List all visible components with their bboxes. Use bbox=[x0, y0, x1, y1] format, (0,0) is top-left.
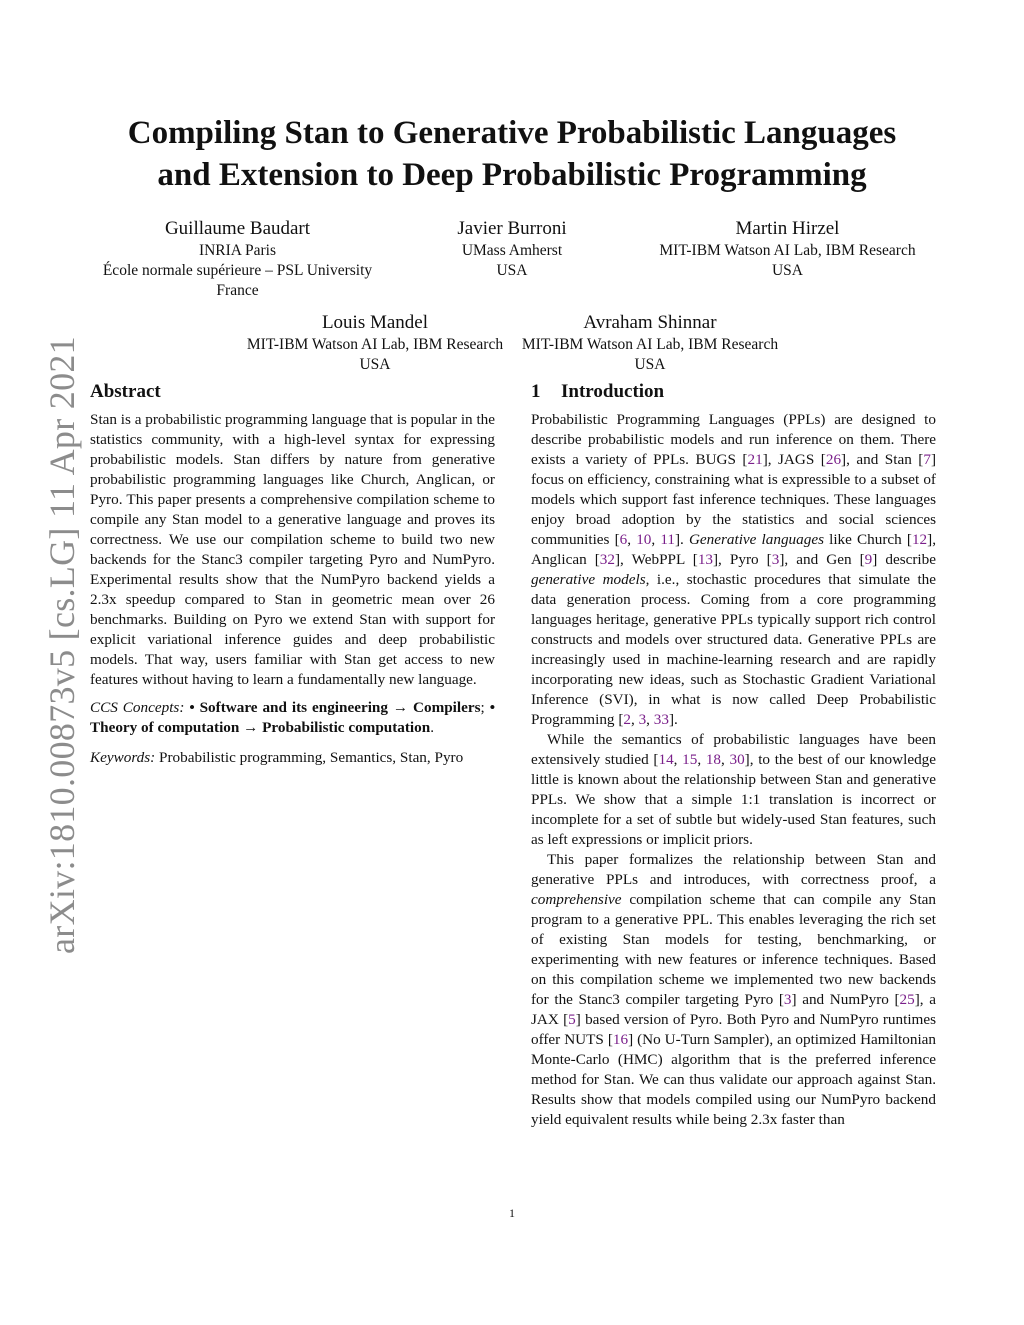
author-affiliation: France bbox=[216, 282, 259, 299]
citation-link[interactable]: 16 bbox=[612, 1031, 629, 1048]
paper-title bbox=[60, 112, 964, 196]
author-affiliation: INRIA Paris bbox=[198, 242, 277, 259]
author-affiliation: École normale supérieure – PSL University bbox=[102, 262, 373, 279]
citation-link[interactable]: 26 bbox=[825, 451, 842, 468]
citation-link[interactable]: 2 bbox=[623, 711, 631, 728]
citation-link[interactable]: 3 bbox=[638, 711, 647, 728]
citation-link[interactable]: 11 bbox=[660, 531, 675, 548]
author-block bbox=[225, 311, 525, 375]
citation-link[interactable]: 10 bbox=[636, 531, 652, 548]
author-affiliation: MIT-IBM Watson AI Lab, IBM Research bbox=[246, 336, 504, 353]
author-name: Guillaume Baudart bbox=[164, 218, 311, 239]
citation-link[interactable]: 33 bbox=[653, 711, 669, 728]
author-affiliation: MIT-IBM Watson AI Lab, IBM Research bbox=[659, 242, 916, 259]
citation-link[interactable]: 3 bbox=[771, 551, 780, 568]
author-affiliation: USA bbox=[359, 356, 391, 373]
author-name: Avraham Shinnar bbox=[583, 312, 717, 333]
abstract-heading: Abstract bbox=[90, 381, 161, 402]
ccs-label: CCS Concepts: bbox=[90, 699, 185, 716]
introduction-column bbox=[531, 380, 936, 1130]
keywords bbox=[90, 748, 495, 768]
arxiv-identifier-stamp: arXiv:1810.00873v5 [cs.LG] 11 Apr 2021 bbox=[42, 336, 82, 954]
keywords-text: Probabilistic programming, Semantics, Stan, Pyro bbox=[159, 749, 464, 766]
citation-link[interactable]: 14 bbox=[658, 751, 674, 768]
citation-link[interactable]: 32 bbox=[599, 551, 615, 568]
citation-link[interactable]: 30 bbox=[729, 751, 745, 768]
abstract-column bbox=[90, 380, 495, 768]
author-affiliation: MIT-IBM Watson AI Lab, IBM Research bbox=[521, 336, 779, 353]
author-block bbox=[402, 217, 622, 281]
author-block bbox=[640, 217, 935, 281]
author-affiliation: USA bbox=[496, 262, 528, 279]
title-line-2: and Extension to Deep Probabilistic Programming bbox=[157, 157, 867, 193]
citation-link[interactable]: 6 bbox=[619, 531, 628, 548]
intro-paragraph: Probabilistic Programming Languages (PPLs) are designed to describe probabilistic models and run inference on them. There exists a variety of PPLs. BUGS [21], JAGS [26], and Stan [7] focus on efficiency, constraining what is expressible to a subset of models which support fast inference techniques. These languages enjoy broad adoption by the statistics and social sciences communities [6, 10, 11]. Generative languages like Church [12], Anglican [32], WebPPL [13], Pyro [3], and Gen [9] describe generative models, i.e., stochastic procedures that simulate the data generation process. Coming from a core programming languages heritage, generative PPLs typically support rich control constructs and models over structured data. Generative PPLs are increasingly used in machine-learning research and are rapidly incorporating new ideas, such as Stochastic Gradient Variational Inference (SVI), in what is now called Deep Probabilistic Programming [2, 3, 33]. bbox=[531, 411, 937, 728]
author-block bbox=[520, 311, 780, 375]
author-affiliation: UMass Amherst bbox=[461, 242, 563, 259]
citation-link[interactable]: 13 bbox=[697, 551, 713, 568]
author-name: Martin Hirzel bbox=[735, 218, 840, 239]
author-name: Javier Burroni bbox=[457, 218, 567, 239]
citation-link[interactable]: 5 bbox=[568, 1011, 576, 1028]
ccs-concept: • Theory of computation → Probabilistic computation bbox=[90, 699, 496, 736]
citation-link[interactable]: 9 bbox=[864, 551, 873, 568]
citation-link[interactable]: 21 bbox=[747, 451, 763, 468]
intro-paragraph: This paper formalizes the relationship between Stan and generative PPLs and introduces, with correctness proof, a comprehensive compilation scheme that can compile any Stan program to a generative PPL. This enables leveraging the rich set of existing Stan models for testing, benchmarking, or experimenting with new features or inference techniques. Based on this compilation scheme we implemented two new backends for the Stanc3 compiler targeting Pyro [3] and NumPyro [25], a JAX [5] based version of Pyro. Both Pyro and NumPyro runtimes offer NUTS [16] (No U-Turn Sampler), an optimized Hamiltonian Monte-Carlo (HMC) algorithm that is the preferred inference method for Stan. We can thus validate our approach against Stan. Results show that models compiled using our NumPyro backend yield equivalent results while being 2.3x faster than bbox=[531, 851, 937, 1128]
citation-link[interactable]: 3 bbox=[783, 991, 792, 1008]
page-number: 1 bbox=[509, 1206, 515, 1220]
ccs-concepts: CCS Concepts: • Software and its engineering → Compilers; • Theory of computation → Probabilistic computation. bbox=[90, 699, 496, 736]
author-affiliation: USA bbox=[634, 356, 666, 373]
citation-link[interactable]: 12 bbox=[911, 531, 928, 548]
citation-link[interactable]: 25 bbox=[899, 991, 915, 1008]
keywords-label: Keywords: bbox=[90, 749, 156, 766]
abstract-text: Stan is a probabilistic programming language that is popular in the statistics community, with a high-level syntax for expressing probabilistic models. Stan differs by nature from generative probabilistic programming languages like Church, Anglican, or Pyro. This paper presents a comprehensive compilation scheme to compile any Stan model to a generative language and proves its correctness. We use our compilation scheme to build two new backends for the Stanc3 compiler targeting Pyro and NumPyro. Experimental results show that the NumPyro backend yields a 2.3x speedup compared to Stan in geometric mean over 26 benchmarks. Building on Pyro we extend Stan with support for explicit variational inference guides and deep probabilistic models. That way, users familiar with Stan get access to new features without having to learn a fundamentally new language. bbox=[90, 411, 495, 688]
citation-link[interactable]: 15 bbox=[682, 751, 698, 768]
introduction-heading: 1 Introduction bbox=[531, 381, 665, 402]
author-name: Louis Mandel bbox=[321, 312, 429, 333]
ccs-concept: • Software and its engineering → Compilers bbox=[189, 699, 481, 716]
intro-paragraph: While the semantics of probabilistic languages have been extensively studied [14, 15, 18, 30], to the best of our knowledge little is known about the relationship between Stan and generative PPLs. We show that a simple 1:1 translation is incorrect or incomplete for a set of subtle but widely-used Stan features, such as left expressions or implicit priors. bbox=[531, 731, 936, 848]
citation-link[interactable]: 18 bbox=[705, 751, 721, 768]
author-block bbox=[100, 217, 375, 301]
author-affiliation: USA bbox=[771, 262, 803, 279]
title-line-1: Compiling Stan to Generative Probabilistic Languages bbox=[127, 115, 897, 151]
citation-link[interactable]: 7 bbox=[923, 451, 931, 468]
